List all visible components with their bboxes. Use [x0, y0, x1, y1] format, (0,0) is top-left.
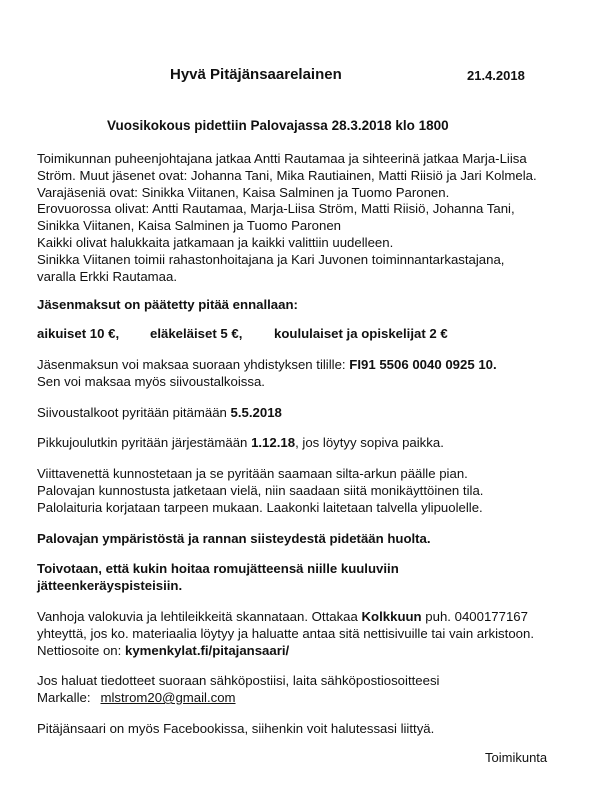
- email-link[interactable]: mlstrom20@gmail.com: [100, 690, 236, 706]
- payment-note: Sen voi maksaa myös siivoustalkoissa.: [37, 373, 265, 389]
- repairs-line: Viittavenettä kunnostetaan ja se pyritään saamaan silta-arkun päälle pian.: [37, 466, 468, 482]
- repairs-paragraph: [37, 466, 597, 516]
- board-line: Toimikunnan puheenjohtajana jatkaa Antti Rautamaa ja sihteerinä jatkaa Marja-Liisa: [37, 151, 527, 166]
- board-line: Kaikki olivat halukkaita jatkamaan ja kaikki valittiin uudelleen.: [37, 234, 394, 250]
- email-paragraph: [37, 673, 597, 707]
- photos-paragraph: [37, 609, 597, 659]
- website-link[interactable]: kymenkylat.fi/pitajansaari/: [124, 642, 290, 658]
- fee-pensioners: eläkeläiset 5 €,: [150, 326, 243, 342]
- cleaning-date: 5.5.2018: [230, 404, 282, 420]
- board-line: varalla Erkki Rautamaa.: [37, 268, 177, 284]
- christmas-date: 1.12.18: [251, 435, 296, 451]
- board-line: Sinikka Viitanen, Kaisa Salminen ja Tuomo Paronen: [37, 218, 341, 234]
- bank-account: FI91 5506 0040 0925 10.: [349, 356, 497, 372]
- cleaning-paragraph: [37, 405, 597, 422]
- contact-name: Kolkkuun: [361, 608, 422, 624]
- meeting-heading: Vuosikokous pidettiin Palovajassa 28.3.2018 klo 1800: [107, 118, 449, 133]
- facebook-text: Pitäjänsaari on myös Facebookissa, siihenkin voit halutessasi liittyä.: [37, 720, 435, 736]
- email-text: Jos haluat tiedotteet suoraan sähköpostiisi, laita sähköpostiosoitteesi: [37, 673, 440, 689]
- board-line: Varajäseniä ovat: Sinikka Viitanen, Kaisa Salminen ja Tuomo Paronen.: [37, 184, 450, 200]
- cleaning-text: Siivoustalkoot pyritään pitämään: [37, 404, 227, 420]
- board-paragraph: [37, 151, 597, 285]
- contact-phone: puh. 0400177167: [425, 608, 528, 624]
- board-line: Erovuorossa olivat: Antti Rautamaa, Marja-Liisa Ström, Matti Riisiö, Johanna Tani,: [37, 201, 515, 217]
- website-label: Nettiosoite on:: [37, 642, 122, 658]
- fee-students: koululaiset ja opiskelijat 2 €: [274, 326, 448, 342]
- waste-line: jätteenkeräyspisteisiin.: [37, 578, 183, 594]
- page-date: 21.4.2018: [467, 68, 525, 83]
- board-line: Ström. Muut jäsenet ovat: Johanna Tani, Mika Rautiainen, Matti Riisiö ja Jari Kolmela.: [37, 167, 537, 183]
- fee-adults: aikuiset 10 €,: [37, 326, 120, 342]
- photos-text: yhteyttä, jos ko. materiaalia löytyy ja haluatte antaa sitä nettisivuille tai vain arkistoon.: [37, 625, 534, 641]
- board-line: Sinikka Viitanen toimii rahastonhoitajana ja Kari Juvonen toiminnantarkastajana,: [37, 251, 505, 267]
- repairs-line: Palovajan kunnostusta jatketaan vielä, niin saadaan siitä monikäyttöinen tila.: [37, 482, 484, 498]
- cleanliness-notice: Palovajan ympäristöstä ja rannan siisteydestä pidetään huolta.: [37, 530, 431, 546]
- signature: Toimikunta: [485, 750, 548, 765]
- christmas-paragraph: [37, 435, 597, 452]
- fees-heading: Jäsenmaksut on päätetty pitää ennallaan:: [37, 297, 298, 313]
- christmas-text: Pikkujoulutkin pyritään järjestämään: [37, 435, 248, 451]
- email-label: Markalle:: [37, 690, 91, 706]
- repairs-line: Palolaituria korjataan tarpeen mukaan. Laakonki laitetaan talvella ylipuolelle.: [37, 499, 483, 515]
- payment-text: Jäsenmaksun voi maksaa suoraan yhdistyksen tilille:: [37, 356, 346, 372]
- waste-line: Toivotaan, että kukin hoitaa romujätteensä niille kuuluviin: [37, 561, 399, 577]
- payment-paragraph: [37, 357, 597, 391]
- christmas-text-after: , jos löytyy sopiva paikka.: [295, 435, 444, 451]
- photos-text: Vanhoja valokuvia ja lehtileikkeitä skannataan. Ottakaa: [37, 608, 358, 624]
- page-title: Hyvä Pitäjänsaarelainen: [170, 66, 342, 83]
- fees-row: [37, 326, 597, 343]
- waste-notice: [37, 561, 597, 595]
- newsletter-body: [37, 151, 597, 738]
